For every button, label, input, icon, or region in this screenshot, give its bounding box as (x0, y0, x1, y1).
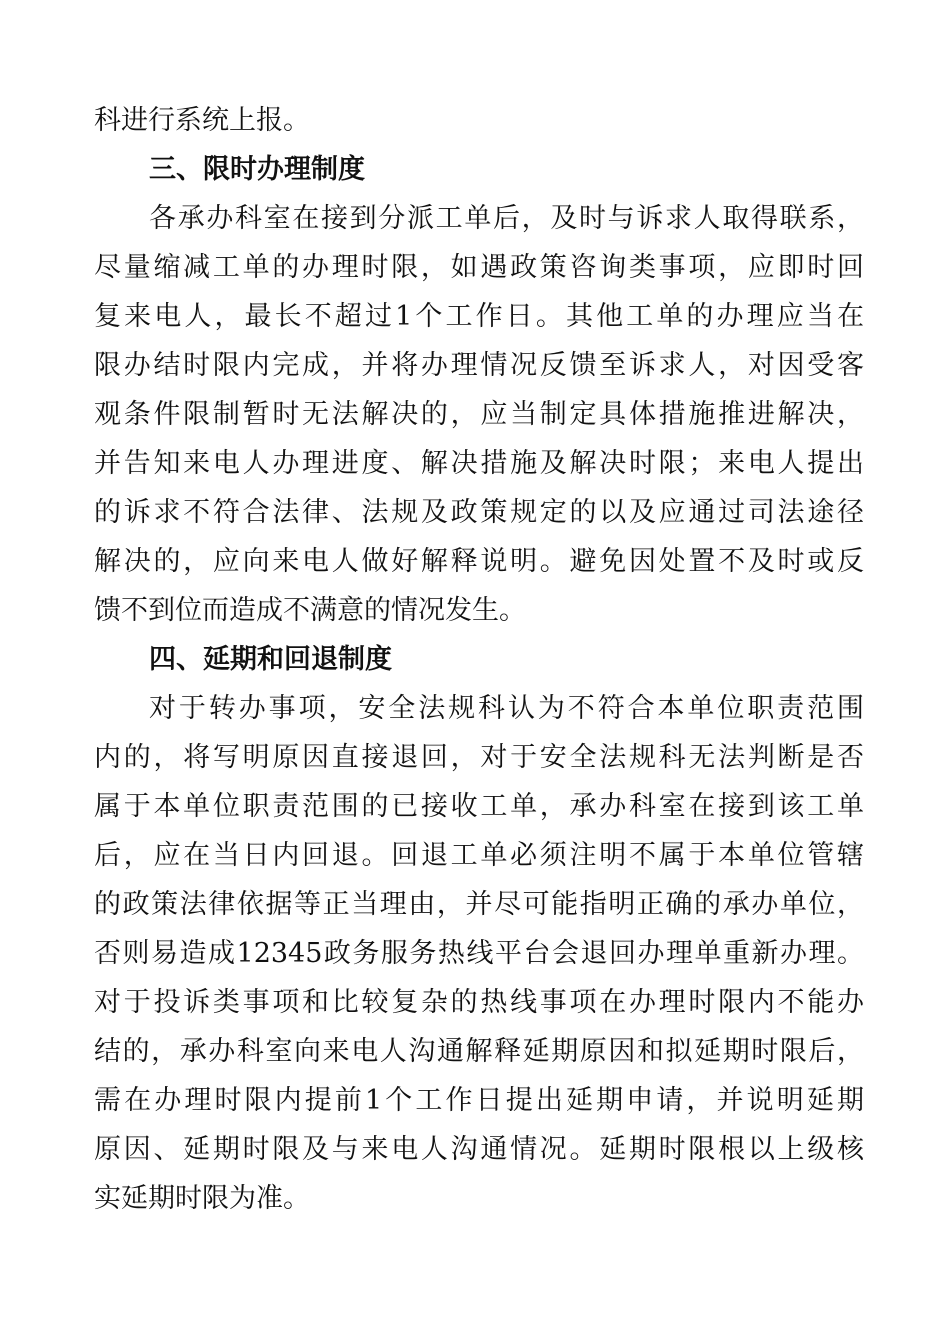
paragraph-line: 复来电人，最长不超过1个工作日。其他工单的办理应当在 (94, 301, 864, 332)
paragraph-line: 属于本单位职责范围的已接收工单，承办科室在接到该工单 (94, 791, 864, 822)
section-3-heading: 三、限时办理制度 (149, 154, 365, 185)
document-body (94, 96, 864, 1223)
paragraph-line: 各承办科室在接到分派工单后，及时与诉求人取得联系， (149, 203, 864, 234)
section-4-heading: 四、延期和回退制度 (149, 644, 392, 675)
paragraph-line: 的诉求不符合法律、法规及政策规定的以及应通过司法途径 (94, 497, 864, 528)
section-3-paragraph (94, 194, 864, 635)
paragraph-line: 馈不到位而造成不满意的情况发生。 (94, 595, 526, 626)
paragraph-line: 并告知来电人办理进度、解决措施及解决时限；来电人提出 (94, 448, 864, 479)
paragraph-line: 后，应在当日内回退。回退工单必须注明不属于本单位管辖 (94, 840, 864, 871)
paragraph-line: 对于转办事项，安全法规科认为不符合本单位职责范围 (149, 693, 864, 724)
paragraph-line: 否则易造成12345政务服务热线平台会退回办理单重新办理。 (94, 938, 864, 969)
intro-line: 科进行系统上报。 (94, 105, 310, 136)
paragraph-line: 解决的，应向来电人做好解释说明。避免因处置不及时或反 (94, 546, 864, 577)
paragraph-line: 原因、延期时限及与来电人沟通情况。延期时限根以上级核 (94, 1134, 864, 1165)
paragraph-line: 实延期时限为准。 (94, 1183, 310, 1214)
paragraph-line: 限办结时限内完成，并将办理情况反馈至诉求人，对因受客 (94, 350, 864, 381)
paragraph-line: 尽量缩减工单的办理时限，如遇政策咨询类事项，应即时回 (94, 252, 864, 283)
paragraph-line: 内的，将写明原因直接退回，对于安全法规科无法判断是否 (94, 742, 864, 773)
paragraph-line: 的政策法律依据等正当理由，并尽可能指明正确的承办单位， (94, 889, 864, 920)
section-4-paragraph (94, 684, 864, 1223)
paragraph-line: 观条件限制暂时无法解决的，应当制定具体措施推进解决， (94, 399, 864, 430)
paragraph-line: 需在办理时限内提前1个工作日提出延期申请，并说明延期 (94, 1085, 864, 1116)
paragraph-line: 对于投诉类事项和比较复杂的热线事项在办理时限内不能办 (94, 987, 864, 1018)
paragraph-line: 结的，承办科室向来电人沟通解释延期原因和拟延期时限后， (94, 1036, 864, 1067)
